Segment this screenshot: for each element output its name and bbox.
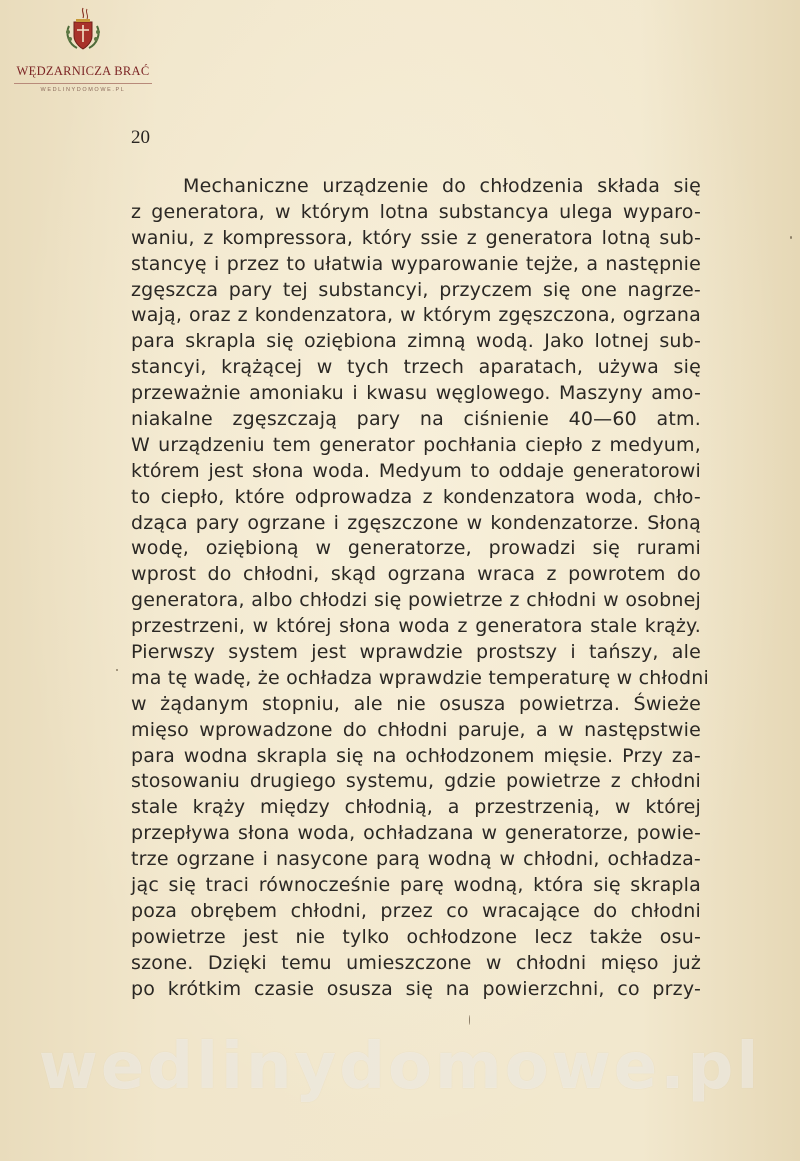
text-line: zgęszcza pary tej substancyi, przyczem się one nagrze- (131, 278, 701, 301)
brand-name: WĘDZARNICZA BRAĆ (16, 64, 150, 78)
text-line: wodę, oziębioną w generatorze, prowadzi się rurami (131, 537, 701, 560)
text-line: szone. Dzięki temu umieszczone w chłodni mięso już (131, 951, 701, 974)
text-line: poza obrębem chłodni, przez co wracające do chłodni (131, 899, 701, 922)
text-line: to ciepło, które odprowadza z kondenzatora woda, chło- (131, 485, 701, 508)
text-line: w żądanym stopniu, ale nie osusza powietrza. Świeże (131, 692, 701, 715)
text-line: wają, oraz z kondenzatora, w którym zgęszczona, ogrzana (131, 304, 701, 327)
text-line: ma tę wadę, że ochładza wprawdzie temperaturę w chłodni (131, 666, 709, 689)
text-line: niakalne zgęszczają pary na ciśnienie 40—60 atm. (131, 408, 701, 431)
text-line: para skrapla się oziębiona zimną wodą. Jako lotnej sub- (131, 330, 701, 353)
text-line: wprost do chłodni, skąd ogrzana wraca z powrotem do (131, 563, 701, 586)
crest-logo-icon (63, 6, 103, 58)
paper-speck (790, 236, 792, 239)
text-line: dząca pary ogrzane i zgęszczone w kondenzatorze. Słoną (131, 511, 701, 534)
brand-header[interactable] (8, 6, 158, 93)
brand-divider (14, 83, 152, 84)
text-line: Mechaniczne urządzenie do chłodzenia składa się (183, 175, 701, 197)
text-line: przepływa słona woda, ochładzana w generatorze, powie- (131, 822, 701, 845)
text-line: waniu, z kompressora, który ssie z generatora lotną sub- (131, 226, 701, 249)
text-line: przeważnie amoniaku i kwasu węglowego. Maszyny amo- (131, 382, 701, 405)
text-line: przestrzeni, w której słona woda z generatora stale krąży. (131, 615, 701, 638)
site-watermark: wedlinydomowe.pl (38, 1030, 762, 1104)
text-line: powietrze jest nie tylko ochłodzone lecz także osu- (131, 925, 701, 948)
text-line: stancyę i przez to ułatwia wyparowanie tejże, a następnie (131, 252, 701, 275)
text-line: mięso wprowadzone do chłodni paruje, a w następstwie (131, 718, 701, 741)
brand-url: WEDLINYDOMOWE.PL (40, 87, 126, 93)
paper-speck (469, 1015, 470, 1025)
text-line: stale krąży między chłodnią, a przestrzenią, w której (131, 796, 701, 819)
text-line: generatora, albo chłodzi się powietrze z chłodni w osobnej (131, 589, 701, 612)
text-line: W urządzeniu tem generator pochłania ciepło z medyum, (131, 433, 701, 456)
text-line: Pierwszy system jest wprawdzie prostszy i tańszy, ale (131, 641, 701, 664)
text-line: po krótkim czasie osusza się na powierzchni, co przy- (131, 977, 701, 1000)
text-line: którem jest słona woda. Medyum to oddaje generatorowi (131, 459, 701, 482)
body-paragraph (131, 174, 709, 1003)
paper-speck (116, 669, 118, 671)
text-line: trze ogrzane i nasycone parą wodną w chłodni, ochładza- (131, 848, 701, 871)
text-line: stosowaniu drugiego systemu, gdzie powietrze z chłodni (131, 770, 701, 793)
text-line: para wodna skrapla się na ochłodzonem mięsie. Przy za- (131, 744, 701, 767)
text-line: stancyi, krążącej w tych trzech aparatach, używa się (131, 356, 701, 379)
text-line: z generatora, w którym lotna substancya ulega wyparo- (131, 200, 701, 223)
page-number: 20 (131, 127, 150, 148)
text-line: jąc się traci równocześnie parę wodną, która się skrapla (131, 874, 701, 897)
